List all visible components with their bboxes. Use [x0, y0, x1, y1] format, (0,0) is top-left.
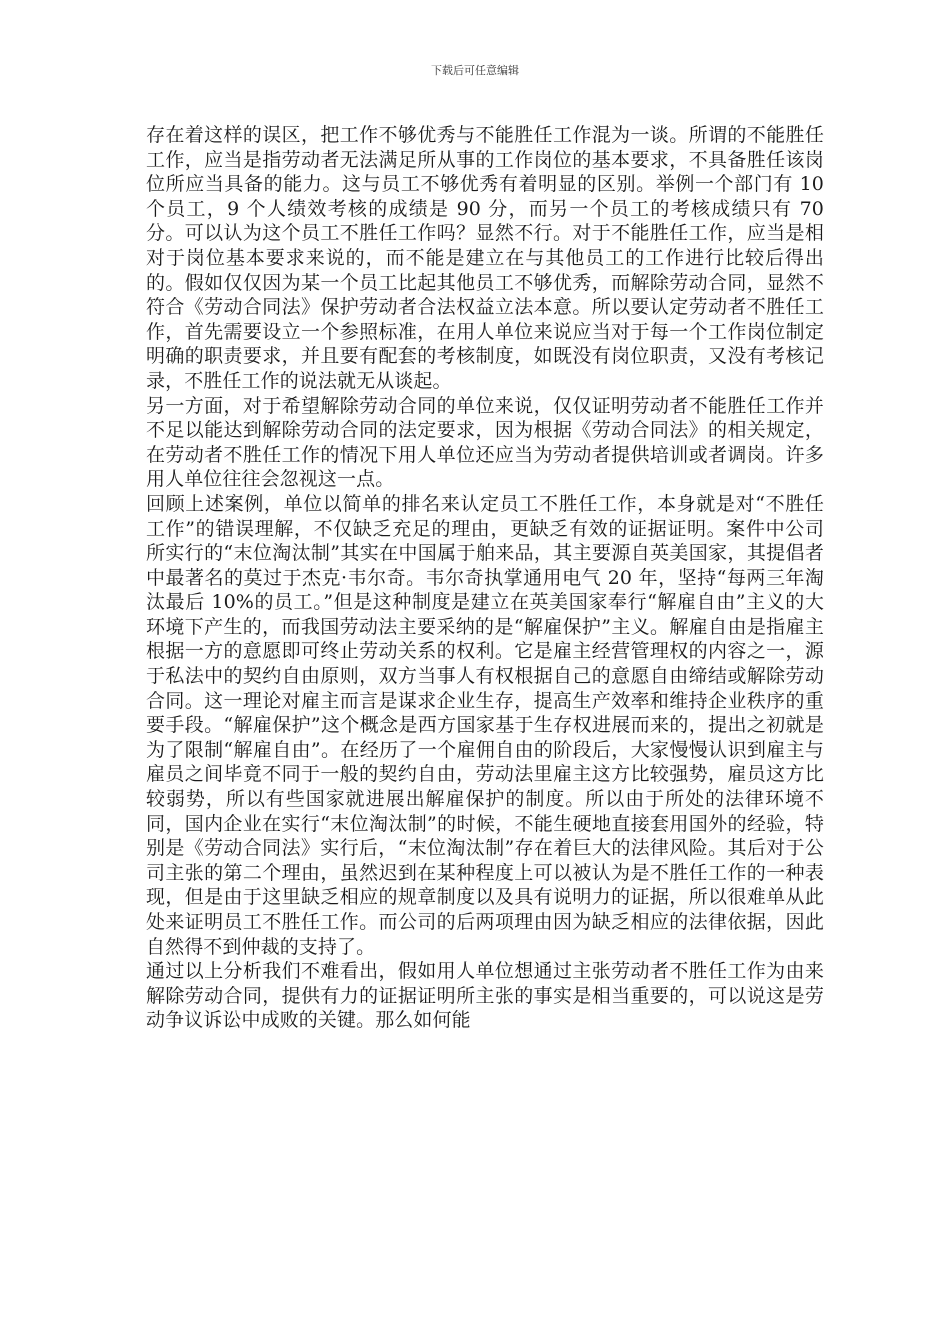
paragraph-3: 回顾上述案例，单位以简单的排名来认定员工不胜任工作，本身就是对“不胜任工作”的错误理解，不仅缺乏充足的理由，更缺乏有效的证据证明。案件中公司所实行的“末位淘汰制”其实在中国属于舶来品，其主要源自英美国家，其提倡者中最著名的莫过于杰克·韦尔奇。韦尔奇执掌通用电气 20 年，坚持“每两三年淘汰最后 10%的员工。”但是这种制度是建立在英美国家奉行“解雇自由”主义的大环境下产生的，而我国劳动法主要采纳的是“解雇保护”主义。解雇自由是指雇主根据一方的意愿即可终止劳动关系的权利。它是雇主经营管理权的内容之一，源于私法中的契约自由原则，双方当事人有权根据自己的意愿自由缔结或解除劳动合同。这一理论对雇主而言是谋求企业生存，提高生产效率和维持企业秩序的重要手段。“解雇保护”这个概念是西方国家基于生存权进展而来的，提出之初就是为了限制“解雇自由”。在经历了一个雇佣自由的阶段后，大家慢慢认识到雇主与雇员之间毕竟不同于一般的契约自由，劳动法里雇主这方比较强势，雇员这方比较弱势，所以有些国家就进展出解雇保护的制度。所以由于所处的法律环境不同，国内企业在实行“末位淘汰制”的时候，不能生硬地直接套用国外的经验，特别是《劳动合同法》实行后，“末位淘汰制”存在着巨大的法律风险。其后对于公司主张的第二个理由，虽然迟到在某种程度上可以被认为是不胜任工作的一种表现，但是由于这里缺乏相应的规章制度以及具有说明力的证据，所以很难单从此处来证明员工不胜任工作。而公司的后两项理由因为缺乏相应的法律依据，因此自然得不到仲裁的支持了。 — [146, 492, 824, 958]
paragraph-1: 存在着这样的误区，把工作不够优秀与不能胜任工作混为一谈。所谓的不能胜任工作，应当是指劳动者无法满足所从事的工作岗位的基本要求，不具备胜任该岗位所应当具备的能力。这与员工不够优秀有着明显的区别。举例一个部门有 10 个员工，9 个人绩效考核的成绩是 90 分，而另一个员工的考核成绩只有 70 分。可以认为这个员工不胜任工作吗？显然不行。对于不能胜任工作，应当是相对于岗位基本要求来说的，而不能是建立在与其他员工的工作进行比较后得出的。假如仅仅因为某一个员工比起其他员工不够优秀，而解除劳动合同，显然不符合《劳动合同法》保护劳动者合法权益立法本意。所以要认定劳动者不胜任工作，首先需要设立一个参照标准，在用人单位来说应当对于每一个工作岗位制定明确的职责要求，并且要有配套的考核制度，如既没有岗位职责，又没有考核记录，不胜任工作的说法就无从谈起。 — [146, 124, 824, 392]
document-body — [146, 123, 824, 1033]
paragraph-2: 另一方面，对于希望解除劳动合同的单位来说，仅仅证明劳动者不能胜任工作并不足以能达到解除劳动合同的法定要求，因为根据《劳动合同法》的相关规定，在劳动者不胜任工作的情况下用人单位还应当为劳动者提供培训或者调岗。许多用人单位往往会忽视这一点。 — [146, 394, 824, 491]
page-header: 下载后可任意编辑 — [431, 64, 519, 77]
paragraph-4: 通过以上分析我们不难看出，假如用人单位想通过主张劳动者不胜任工作为由来解除劳动合同，提供有力的证据证明所主张的事实是相当重要的，可以说这是劳动争议诉讼中成败的关键。那么如何能 — [146, 960, 824, 1032]
